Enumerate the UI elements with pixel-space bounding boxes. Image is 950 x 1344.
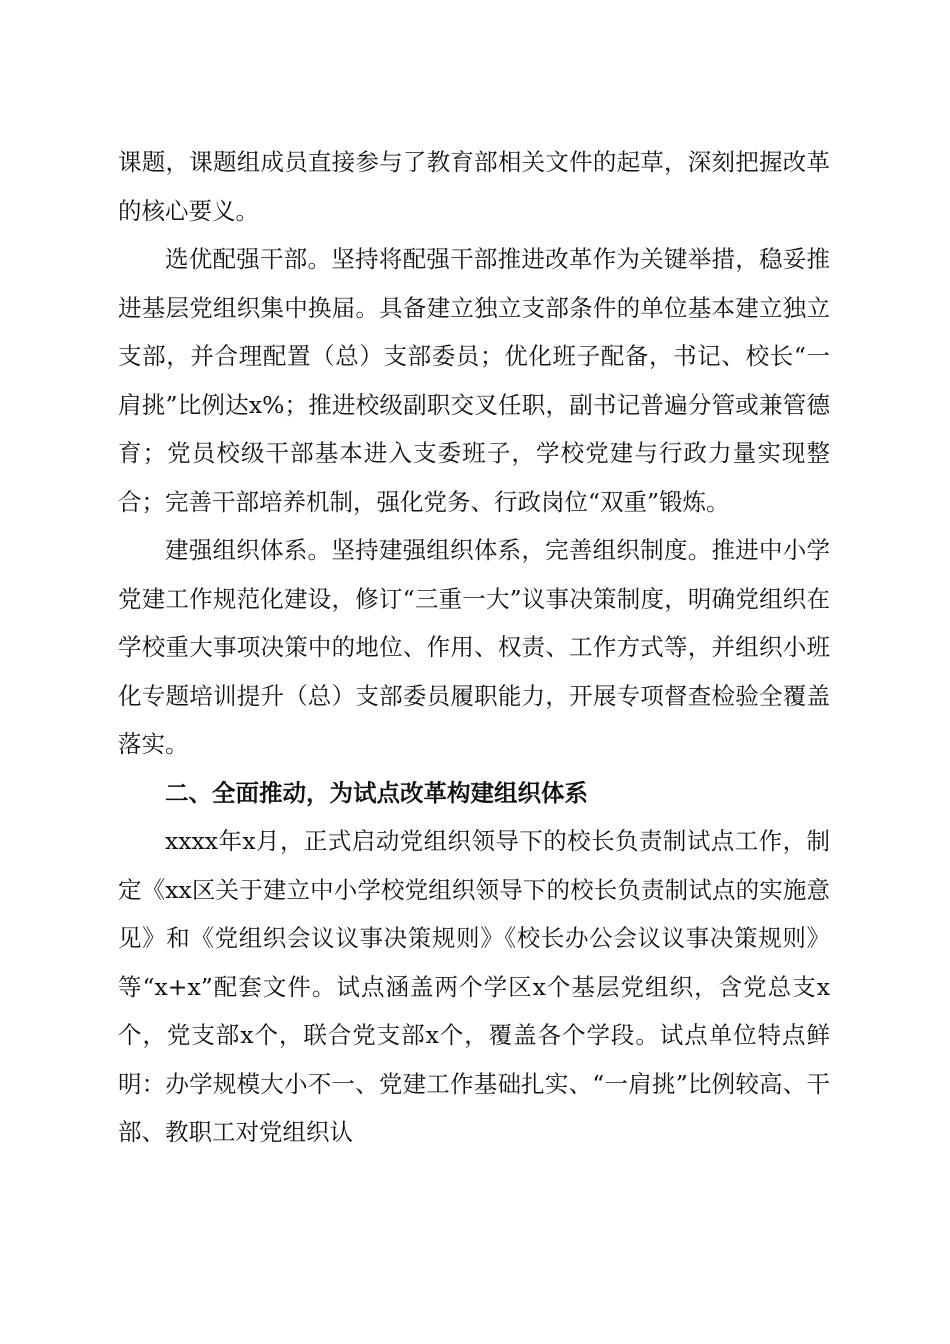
paragraph-continuation: 课题，课题组成员直接参与了教育部相关文件的起草，深刻把握改革的核心要义。 — [118, 148, 830, 225]
section-heading: 二、全面推动，为试点改革构建组织体系 — [165, 778, 588, 807]
paragraph-select-cadres: 选优配强干部。坚持将配强干部推进改革作为关键举措，稳妥推进基层党组织集中换届。具备建立独立支部条件的单位基本建立独立支部，并合理配置（总）支部委员；优化班子配备，书记、校长“一肩挑”比例达x%；推进校级副职交叉任职，副书记普遍分管或兼管德育；党员校级干部基本进入支委班子，学校党建与行政力量实现整合；完善干部培养机制，强化党务、行政岗位“双重”锻炼。 — [118, 245, 830, 516]
paragraph-pilot-launch: xxxx年x月，正式启动党组织领导下的校长负责制试点工作，制定《xx区关于建立中小学校党组织领导下的校长负责制试点的实施意见》和《党组织会议议事决策规则》《校长办公会议议事决策规则》等“x+x”配套文件。试点涵盖两个学区x个基层党组织，含党总支x个，党支部x个，联合党支部x个，覆盖各个学段。试点单位特点鲜明：办学规模大小不一、党建工作基础扎实、“一肩挑”比例较高、干部、教职工对党组织认 — [118, 827, 830, 1146]
paragraph-organization-system: 建强组织体系。坚持建强组织体系，完善组织制度。推进中小学党建工作规范化建设，修订“三重一大”议事决策制度，明确党组织在学校重大事项决策中的地位、作用、权责、工作方式等，并组织小班化专题培训提升（总）支部委员履职能力，开展专项督查检验全覆盖落实。 — [118, 536, 830, 758]
document-body — [118, 138, 830, 1157]
